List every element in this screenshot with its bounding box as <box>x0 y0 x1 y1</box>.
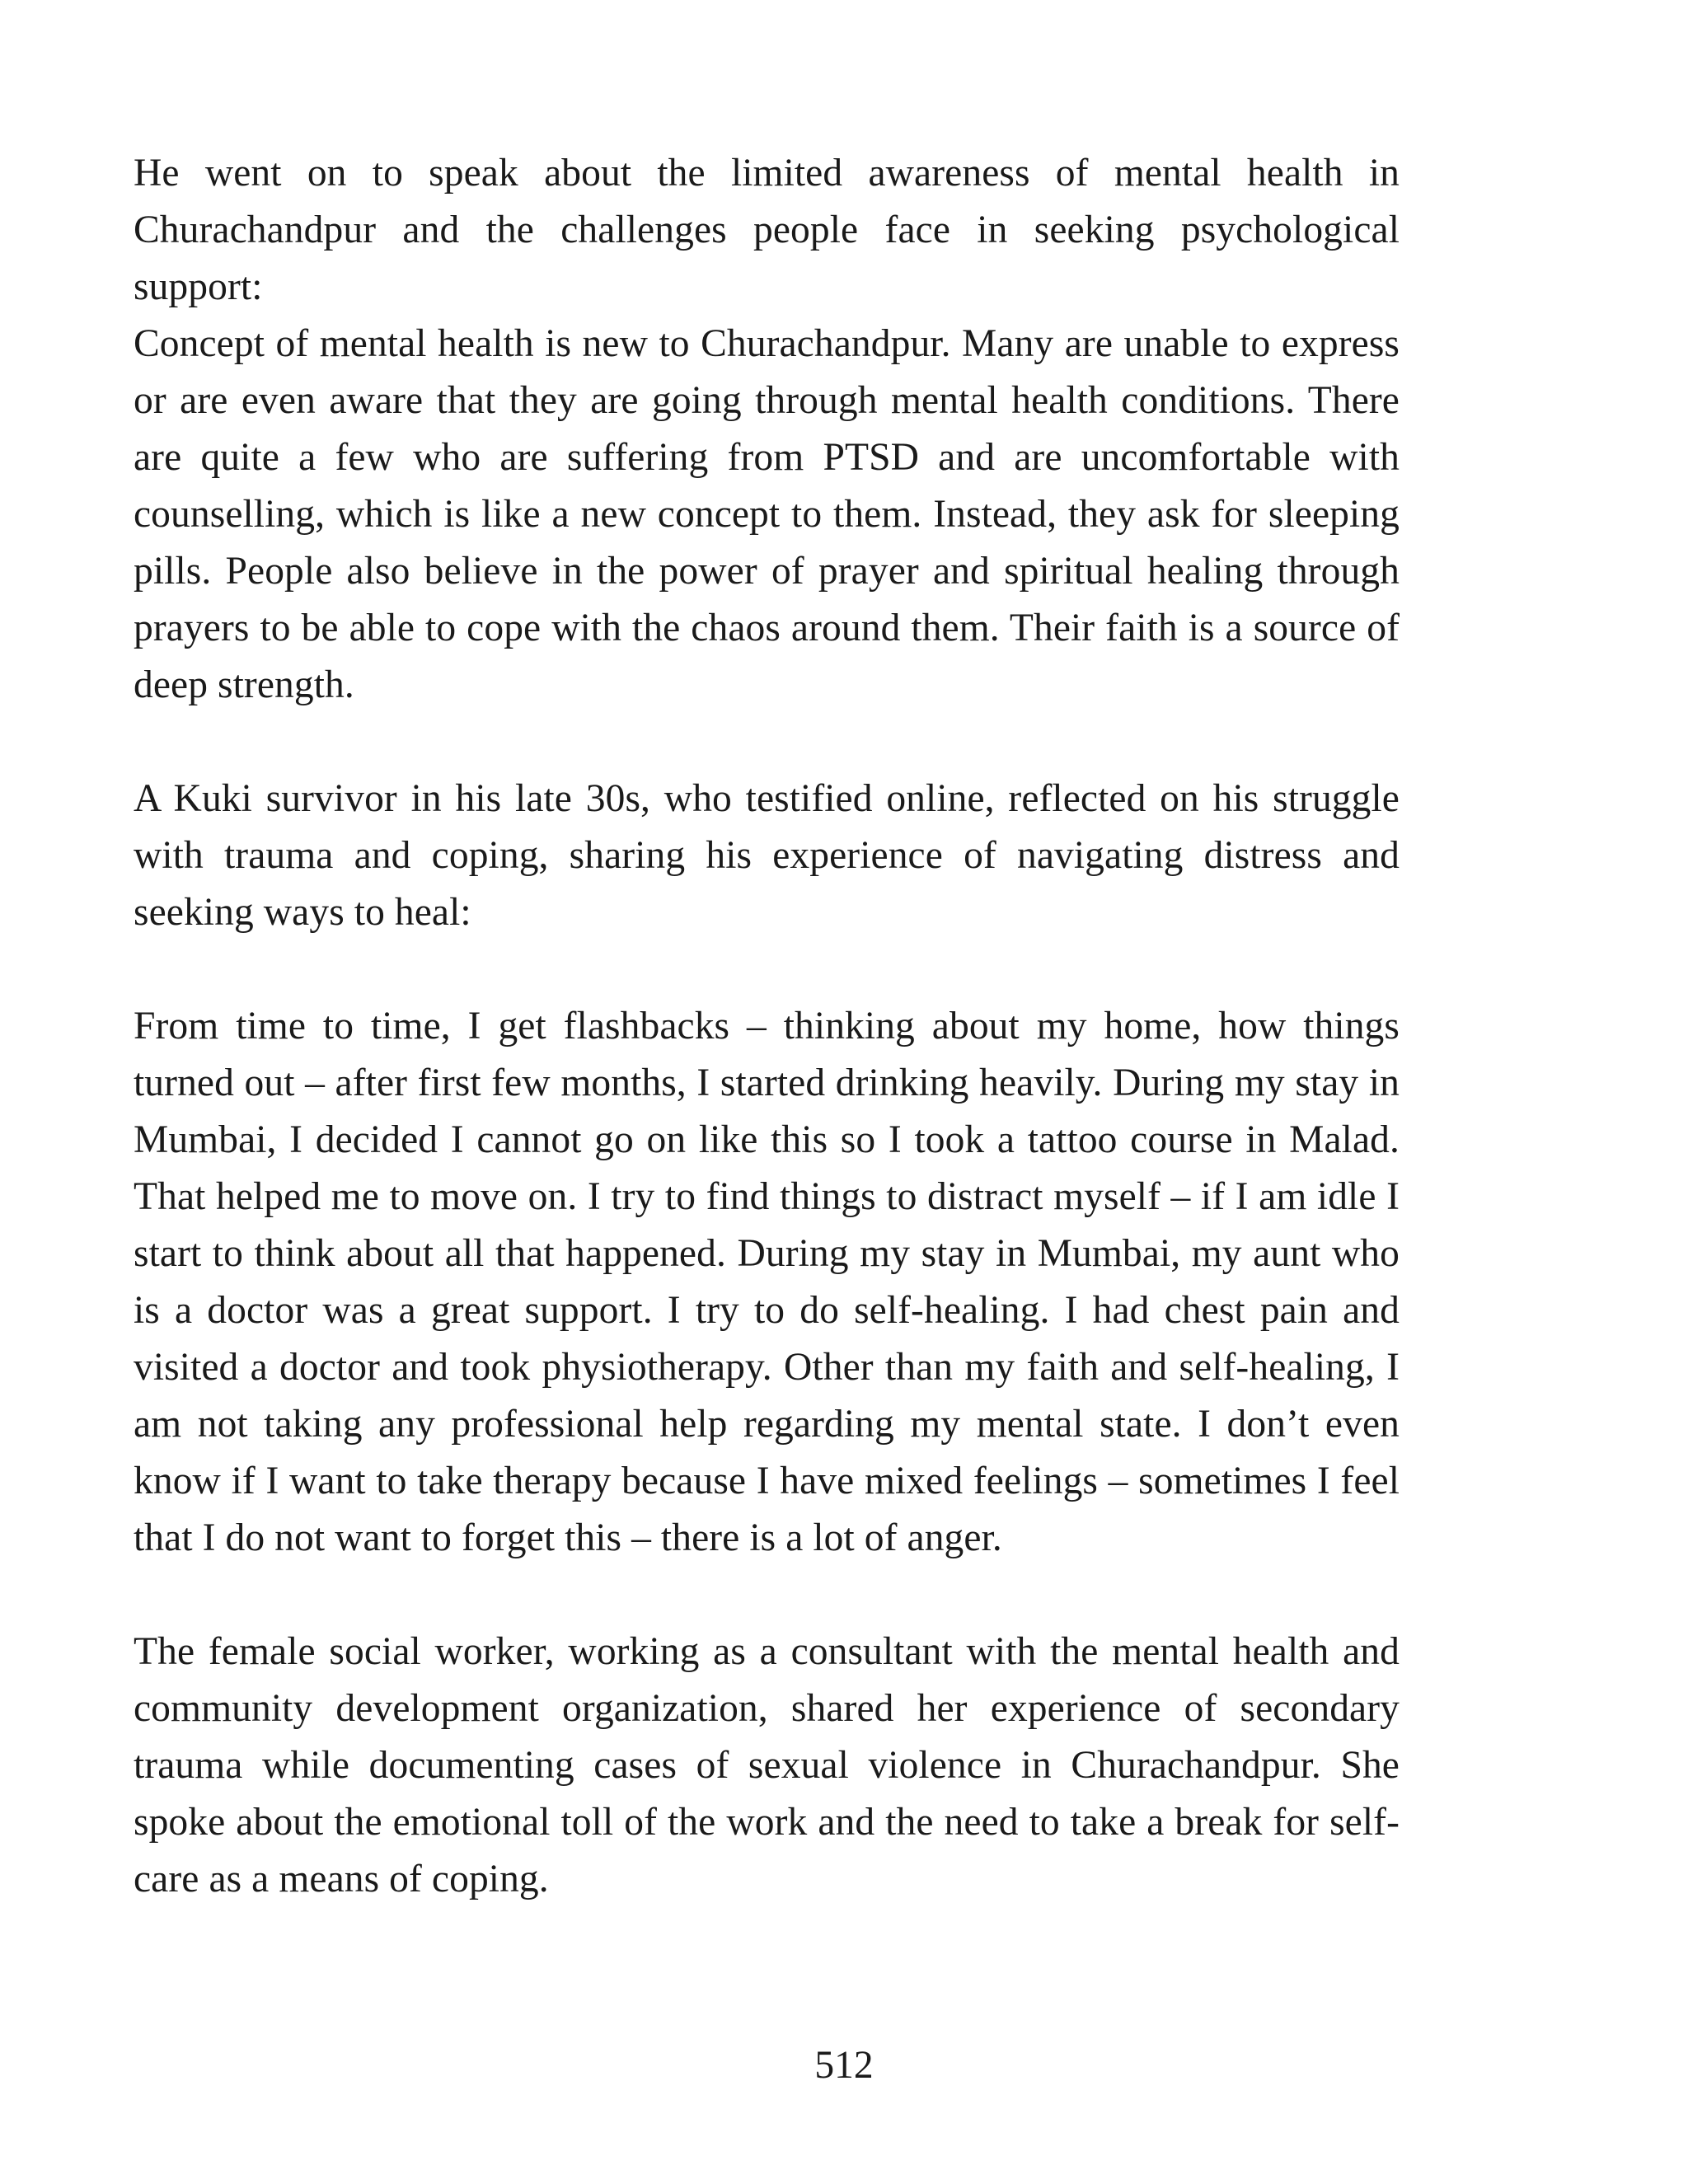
quote-paragraph-mental-health: Concept of mental health is new to Churachandpur. Many are unable to express or are even aware that they are going through mental health conditions. There are quite a few who are suffering from PTSD and are uncomfortable with counselling, which is like a new concept to them. Instead, they ask for sleeping pills. People also believe in the power of prayer and spiritual healing through prayers to be able to cope with the chaos around them. Their faith is a source of deep strength. <box>134 322 1400 706</box>
page-body <box>134 145 1400 1908</box>
survivor-intro-paragraph: A Kuki survivor in his late 30s, who testified online, reflected on his struggle with trauma and coping, sharing his experience of navigating distress and seeking ways to heal: <box>134 777 1400 934</box>
intro-paragraph: He went on to speak about the limited awareness of mental health in Churachandpur and the challenges people face in seeking psychological support: <box>134 152 1400 308</box>
paragraph-gap <box>134 1567 1400 1624</box>
quote-paragraph-survivor: From time to time, I get flashbacks – thinking about my home, how things turned out – after first few months, I started drinking heavily. During my stay in Mumbai, I decided I cannot go on like this so I took a tattoo course in Malad. That helped me to move on. I try to find things to distract myself – if I am idle I start to think about all that happened. During my stay in Mumbai, my aunt who is a doctor was a great support. I try to do self-healing. I had chest pain and visited a doctor and took physiotherapy. Other than my faith and self-healing, I am not taking any professional help regarding my mental state. I don’t even know if I want to take therapy because I have mixed feelings – sometimes I feel that I do not want to forget this – there is a lot of anger. <box>134 1005 1400 1559</box>
paragraph-gap <box>134 714 1400 771</box>
page-number: 512 <box>814 2044 874 2087</box>
paragraph-gap <box>134 941 1400 998</box>
social-worker-paragraph: The female social worker, working as a consultant with the mental health and community development organization, shared her experience of secondary trauma while documenting cases of sexual violence in Churachandpur. She spoke about the emotional toll of the work and the need to take a break for self-care as a means of coping. <box>134 1630 1400 1900</box>
